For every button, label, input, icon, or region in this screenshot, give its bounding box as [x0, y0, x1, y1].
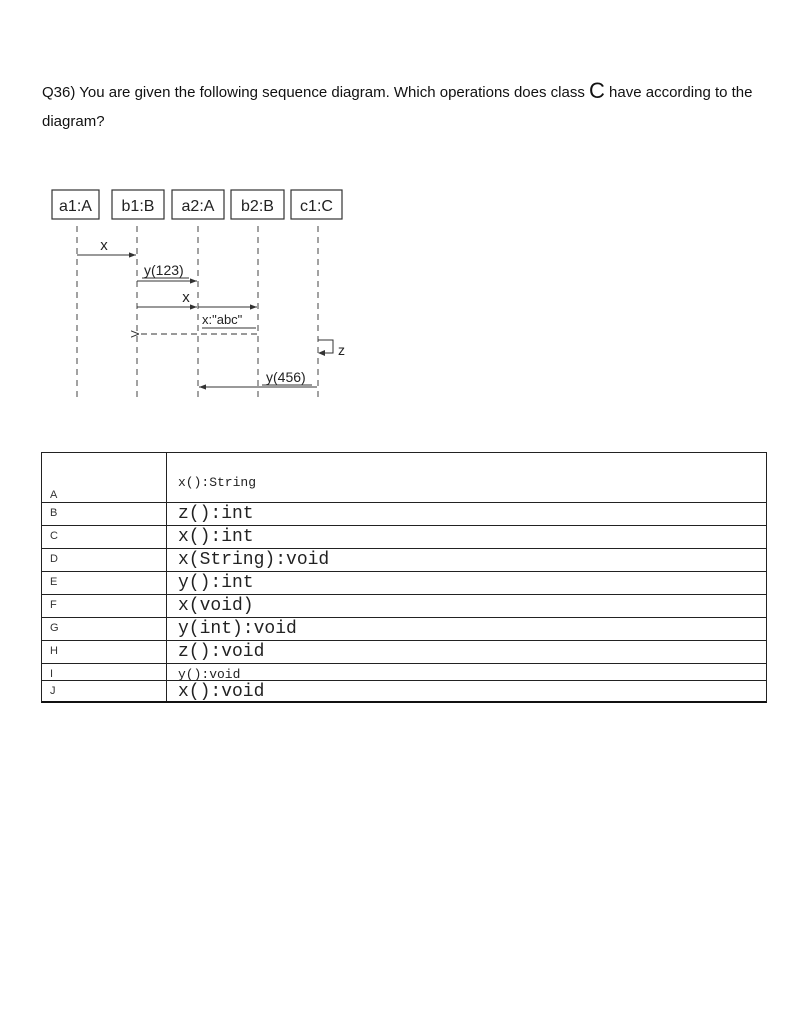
option-A-letter: A	[50, 489, 58, 501]
option-text: z():int	[178, 504, 254, 524]
option-A-text: x():String	[178, 475, 257, 490]
sequence-diagram	[46, 186, 346, 406]
message-x-2	[137, 289, 197, 307]
question-prefix: Q36) You are given the following sequence diagram. Which operations does class	[42, 84, 589, 101]
svg-text:x: x	[100, 237, 108, 254]
option-text: x():void	[178, 682, 265, 702]
option-letter: C	[50, 530, 58, 542]
svg-text:b1:B: b1:B	[121, 198, 155, 215]
option-row-D[interactable]	[42, 548, 766, 572]
option-text: y():int	[178, 573, 254, 593]
svg-text:x:"abc": x:"abc"	[202, 312, 243, 327]
object-b1	[112, 190, 164, 219]
option-letter: J	[50, 685, 56, 697]
option-row-E[interactable]	[42, 571, 766, 595]
message-y123	[137, 262, 197, 281]
svg-text:y(456): y(456)	[266, 369, 306, 385]
option-letter: G	[50, 622, 59, 634]
option-text: x(String):void	[178, 550, 330, 570]
option-row-J[interactable]	[42, 680, 766, 704]
option-text: z():void	[178, 642, 265, 662]
option-letter: I	[50, 668, 54, 680]
option-text: x(void)	[178, 596, 254, 616]
message-x-abc	[198, 307, 257, 328]
option-row-G[interactable]	[42, 617, 766, 641]
option-letter: H	[50, 645, 58, 657]
message-z-self	[318, 340, 345, 358]
svg-text:x: x	[182, 289, 190, 306]
message-x-1	[77, 237, 136, 255]
svg-text:y(123): y(123)	[144, 262, 184, 278]
object-a1	[52, 190, 99, 219]
svg-text:z: z	[338, 342, 345, 358]
svg-text:a1:A: a1:A	[59, 198, 92, 215]
question-suffix: have according to the diagram?	[42, 84, 753, 130]
option-row-F[interactable]	[42, 594, 766, 618]
svg-text:c1:C: c1:C	[300, 198, 333, 215]
option-row-H[interactable]	[42, 640, 766, 664]
option-row-C[interactable]	[42, 525, 766, 549]
svg-text:b2:B: b2:B	[241, 198, 274, 215]
option-letter: D	[50, 553, 58, 565]
question-text	[42, 76, 762, 136]
option-letter: B	[50, 507, 58, 519]
option-text: y(int):void	[178, 619, 297, 639]
object-b2	[231, 190, 284, 219]
option-text: y():void	[178, 667, 241, 682]
option-letter: F	[50, 599, 57, 611]
class-letter: C	[589, 78, 605, 103]
option-text: x():int	[178, 527, 254, 547]
option-letter: E	[50, 576, 58, 588]
answer-table	[41, 452, 767, 703]
option-row-B[interactable]	[42, 502, 766, 526]
object-a2	[172, 190, 224, 219]
object-c1	[291, 190, 342, 219]
svg-text:a2:A: a2:A	[181, 198, 215, 215]
